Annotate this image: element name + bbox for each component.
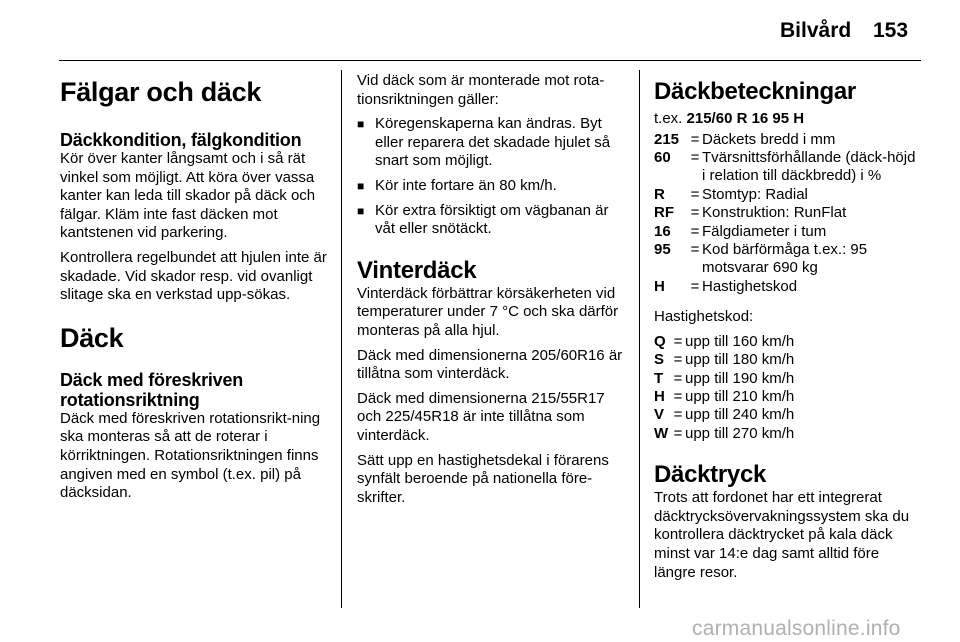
speed-key: W <box>654 424 669 442</box>
table-row <box>654 131 922 149</box>
square-bullet-icon: ■ <box>357 203 365 218</box>
speed-key: S <box>654 351 665 369</box>
table-row <box>654 149 922 186</box>
table-row <box>654 241 922 278</box>
def-value: Kod bärförmåga t.ex.: 95 motsvarar 690 kg <box>702 241 868 277</box>
section-title-vinterdack: Vinterdäck <box>357 256 477 284</box>
section-title-dackbeteckningar: Däckbeteckningar <box>654 78 856 105</box>
paragraph: Kör över kanter långsamt och i så rät vinkel som möjligt. Att köra över vassa kanter kan leda till skador på däck och fälgar. Kläm inte fast däcken mot kantstenen vid parkering. <box>60 150 316 242</box>
equals-sign: = <box>690 149 700 166</box>
equals-sign: = <box>673 388 683 406</box>
equals-sign: = <box>690 130 700 148</box>
example-prefix: t.ex. <box>654 110 683 127</box>
speed-key: V <box>654 406 665 424</box>
speed-value: upp till 180 km/h <box>685 351 795 369</box>
equals-sign: = <box>690 222 700 240</box>
speed-code-label: Hastighetskod: <box>654 308 754 326</box>
speed-code-table <box>654 333 905 443</box>
def-value: Stomtyp: Radial <box>702 185 808 203</box>
speed-key: T <box>654 369 664 387</box>
def-key: R <box>654 185 665 203</box>
list-item <box>357 115 625 171</box>
paragraph: Däck med föreskriven rotationsrikt-ning ska monteras så att de roterar i körriktningen. Rotationsriktningen finns angiven med en symbol (t.ex. pil) på däcksidan. <box>60 409 321 502</box>
table-row <box>654 278 922 296</box>
table-row <box>654 333 905 351</box>
subheading-rotationsriktning: Däck med föreskriven rotationsriktning <box>60 369 244 410</box>
speed-value: upp till 210 km/h <box>685 388 795 406</box>
speed-value: upp till 160 km/h <box>685 332 795 350</box>
page-header <box>0 0 960 62</box>
speed-value: upp till 190 km/h <box>685 369 795 387</box>
list-item <box>357 202 625 239</box>
speed-value: upp till 270 km/h <box>685 424 795 442</box>
table-row <box>654 223 922 241</box>
def-key: 16 <box>654 222 671 240</box>
equals-sign: = <box>673 332 683 350</box>
section-title-dack: Däck <box>60 322 124 353</box>
equals-sign: = <box>673 351 683 369</box>
tyre-code-definitions <box>654 131 922 297</box>
paragraph: Vid däck som är monterade mot rota-tionsriktningen gäller: <box>357 72 605 108</box>
list-item-text: Kör inte fortare än 80 km/h. <box>375 176 557 194</box>
equals-sign: = <box>673 424 683 442</box>
table-row <box>654 406 905 424</box>
example-code <box>654 110 922 129</box>
table-row <box>654 370 905 388</box>
example-tyre-code: 215/60 R 16 95 H <box>686 110 805 127</box>
list-item-text: Kör extra försiktigt om vägbanan är våt eller snötäckt. <box>375 201 609 238</box>
table-row <box>654 425 905 443</box>
def-value: Hastighetskod <box>702 277 798 295</box>
speed-value: upp till 240 km/h <box>685 406 795 424</box>
equals-sign: = <box>690 277 700 295</box>
header-section-title: Bilvård <box>780 19 852 42</box>
equals-sign: = <box>690 204 700 222</box>
paragraph: Däck med dimensionerna 215/55R17 och 225/45R18 är inte tillåtna som vinterdäck. <box>357 389 605 444</box>
section-title-falgar: Fälgar och däck <box>60 77 262 107</box>
bullet-list <box>357 115 625 239</box>
table-row <box>654 388 905 406</box>
page-number: 153 <box>873 19 909 42</box>
paragraph: Sätt upp en hastighetsdekal i förarens synfält beroende på nationella före-skrifter. <box>357 451 609 506</box>
paragraph: Däck med dimensionerna 205/60R16 är tillåtna som vinterdäck. <box>357 346 623 383</box>
paragraph: Vinterdäck förbättrar körsäkerheten vid temperaturer under 7 °C och ska därför monteras på alla hjul. <box>357 284 619 339</box>
equals-sign: = <box>673 369 683 387</box>
list-item-text: Köregenskaperna kan ändras. Byt eller reparera det skadade hjulet så snart som möjligt. <box>375 115 611 170</box>
column-1 <box>60 70 332 509</box>
speed-key: H <box>654 388 665 406</box>
subheading-dackkondition: Däckkondition, fälgkondition <box>60 130 302 150</box>
list-item <box>357 177 625 196</box>
def-value: Däckets bredd i mm <box>702 130 836 148</box>
def-key: H <box>654 277 665 295</box>
column-divider <box>341 70 342 608</box>
equals-sign: = <box>690 241 700 259</box>
section-title-dacktryck: Däcktryck <box>654 461 767 489</box>
equals-sign: = <box>690 185 700 203</box>
speed-key: Q <box>654 332 666 350</box>
square-bullet-icon: ■ <box>357 117 365 132</box>
def-key: 95 <box>654 241 671 259</box>
table-row <box>654 351 905 369</box>
def-key: 215 <box>654 130 680 148</box>
def-value: Konstruktion: RunFlat <box>702 204 847 222</box>
def-value: Tvärsnittsförhållande (däck-höjd i relation till däckbredd) i % <box>702 149 916 185</box>
paragraph: Kontrollera regelbundet att hjulen inte är skadade. Vid skador resp. vid ovanligt slitage ska en verkstad upp-sökas. <box>60 248 327 304</box>
table-row <box>654 204 922 222</box>
column-3 <box>654 70 922 588</box>
table-row <box>654 186 922 204</box>
header-rule <box>59 60 921 61</box>
watermark: carmanualsonline.info <box>692 617 901 640</box>
paragraph: Trots att fordonet har ett integrerat däcktrycksövervakningssystem ska du kontrollera däcktrycket på kala däck minst var 14:e dag samt alltid före längre resor. <box>654 489 910 581</box>
def-key: 60 <box>654 149 671 166</box>
def-key: RF <box>654 204 674 222</box>
equals-sign: = <box>673 406 683 424</box>
column-divider <box>639 70 640 608</box>
def-value: Fälgdiameter i tum <box>702 222 827 240</box>
column-2 <box>357 70 625 513</box>
square-bullet-icon: ■ <box>357 178 365 193</box>
